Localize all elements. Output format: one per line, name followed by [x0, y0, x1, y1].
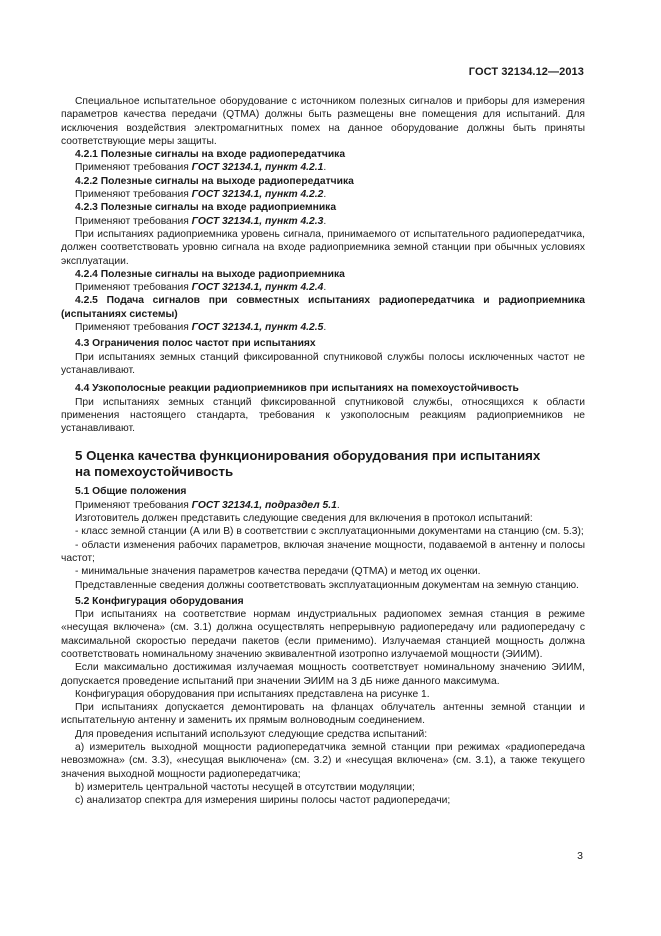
standard-reference: ГОСТ 32134.1, пункт 4.2.5: [191, 322, 324, 334]
list-item-5-1-d: - минимальные значения параметров качества передачи (QTMA) и метод их оценки.: [75, 566, 481, 578]
requirement-4-2-4: Применяют требования ГОСТ 32134.1, пункт 4.2.4.: [75, 282, 327, 294]
paragraph-intro: Специальное испытательное оборудование с источником полезных сигналов и приборы для измерения параметров качества передачи (QTMA) должны быть размещены вне помещения для испытаний. Для исключения воздействия электромагнитных помех на данное оборудование должны быть приняты соответствующие меры защиты.: [61, 96, 585, 147]
requirement-4-2-2: Применяют требования ГОСТ 32134.1, пункт 4.2.2.: [75, 189, 327, 201]
requirement-4-2-5: Применяют требования ГОСТ 32134.1, пункт 4.2.5.: [75, 322, 327, 334]
standard-reference: ГОСТ 32134.1, пункт 4.2.2: [191, 189, 324, 201]
heading-4-2-5: 4.2.5 Подача сигналов при совместных испытаниях радиопередатчика и радиоприемника (испытаниях системы): [61, 295, 585, 320]
paragraph-5-2-c: Конфигурация оборудования при испытаниях представлена на рисунке 1.: [75, 688, 430, 700]
heading-5-1: 5.1 Общие положения: [75, 486, 187, 498]
requirement-prefix: Применяют требования: [75, 189, 192, 201]
heading-4-2-2: 4.2.2 Полезные сигналы на выходе радиопередатчика: [75, 175, 354, 187]
paragraph-5-2-e: Для проведения испытаний используют следующие средства испытаний:: [75, 728, 428, 740]
list-item-5-1-c: - области изменения рабочих параметров, включая значение мощности, подаваемой в антенну и полосы частот;: [61, 539, 585, 564]
standard-reference: ГОСТ 32134.1, пункт 4.2.4: [191, 282, 324, 294]
section-5-title: [61, 448, 585, 480]
heading-4-2-4: 4.2.4 Полезные сигналы на выходе радиоприемника: [75, 268, 345, 280]
standard-reference: ГОСТ 32134.1, пункт 4.2.1: [191, 162, 324, 174]
paragraph-5-1-a: Изготовитель должен представить следующие сведения для включения в протокол испытаний:: [75, 513, 533, 525]
paragraph-4-4: При испытаниях земных станций фиксированной спутниковой службы, относящихся к области применения настоящего стандарта, требования к узкополосным реакциям радиоприемников не устанавливают.: [61, 396, 585, 435]
requirement-prefix: Применяют требования: [75, 215, 192, 227]
requirement-prefix: Применяют требования: [75, 162, 192, 174]
heading-4-3: 4.3 Ограничения полос частот при испытаниях: [75, 338, 316, 350]
list-item-5-1-b: - класс земной станции (А или В) в соответствии с эксплуатационными документами на станцию (см. 5.3);: [75, 526, 584, 538]
list-item-5-2-a: a) измеритель выходной мощности радиопередатчика земной станции при режимах «радиопередача невозможна» (см. 3.3), «несущая выключена» (см. 3.2) и «несущая включена» (см. 3.1), а также текущего значения выходной мощности радиопередатчика;: [61, 742, 585, 780]
requirement-prefix: Применяют требования: [75, 499, 192, 511]
paragraph-5-2-a: При испытаниях на соответствие нормам индустриальных радиопомех земная станция в режиме «несущая включена» (см. 3.1) должна осуществлять непрерывную радиопередачу или радиопередачу с максимальной скоростью передачи пакетов (если применимо). Излучаемая станцией мощность должна соответствовать номинальному значению эквивалентной изотропно излучаемой мощности (ЭИИМ).: [61, 609, 585, 660]
heading-4-2-3: 4.2.3 Полезные сигналы на входе радиоприемника: [75, 202, 337, 214]
requirement-prefix: Применяют требования: [75, 282, 192, 294]
heading-4-2-1: 4.2.1 Полезные сигналы на входе радиопередатчика: [75, 149, 346, 161]
requirement-4-2-1: Применяют требования ГОСТ 32134.1, пункт 4.2.1.: [75, 162, 327, 174]
list-item-5-2-c: c) анализатор спектра для измерения ширины полосы частот радиопередачи;: [75, 795, 451, 807]
paragraph-5-2-d: При испытаниях допускается демонтировать на фланцах облучатель антенны земной станции и испытательную антенну и заменить их прямым волноводным соединением.: [61, 702, 585, 727]
paragraph-5-1-e: Представленные сведения должны соответствовать эксплуатационным документам на земную станцию.: [75, 579, 579, 591]
paragraph-4-3: При испытаниях земных станций фиксированной спутниковой службы полосы исключенных частот не устанавливают.: [61, 351, 585, 376]
document-body: [61, 95, 585, 808]
paragraph-5-2-b: Если максимально достижимая излучаемая мощность соответствует номинальному значению ЭИИМ, допускается проведение испытаний при значении ЭИИМ на 3 дБ ниже данного максимума.: [61, 662, 585, 687]
requirement-prefix: Применяют требования: [75, 322, 192, 334]
requirement-4-2-3: Применяют требования ГОСТ 32134.1, пункт 4.2.3.: [75, 215, 327, 227]
standard-reference: ГОСТ 32134.1, подраздел 5.1: [191, 499, 337, 511]
page-number: 3: [577, 850, 583, 862]
standard-reference: ГОСТ 32134.1, пункт 4.2.3: [191, 215, 324, 227]
document-code-header: ГОСТ 32134.12—2013: [468, 66, 584, 78]
paragraph-4-2-3: При испытаниях радиоприемника уровень сигнала, принимаемого от испытательного радиопередатчика, должен соответствовать уровню сигнала на входе радиоприемника земной станции при обычных условиях эксплуатации.: [61, 228, 585, 267]
heading-5-2: 5.2 Конфигурация оборудования: [75, 595, 244, 607]
list-item-5-2-b: b) измеритель центральной частоты несущей в отсутствии модуляции;: [75, 781, 415, 793]
section-5-title-line2: на помехоустойчивость: [75, 464, 234, 480]
heading-4-4: 4.4 Узкополосные реакции радиоприемников при испытаниях на помехоустойчивость: [75, 383, 519, 395]
requirement-5-1: Применяют требования ГОСТ 32134.1, подраздел 5.1.: [75, 499, 340, 511]
section-5-title-line1: 5 Оценка качества функционирования оборудования при испытаниях: [75, 448, 541, 464]
